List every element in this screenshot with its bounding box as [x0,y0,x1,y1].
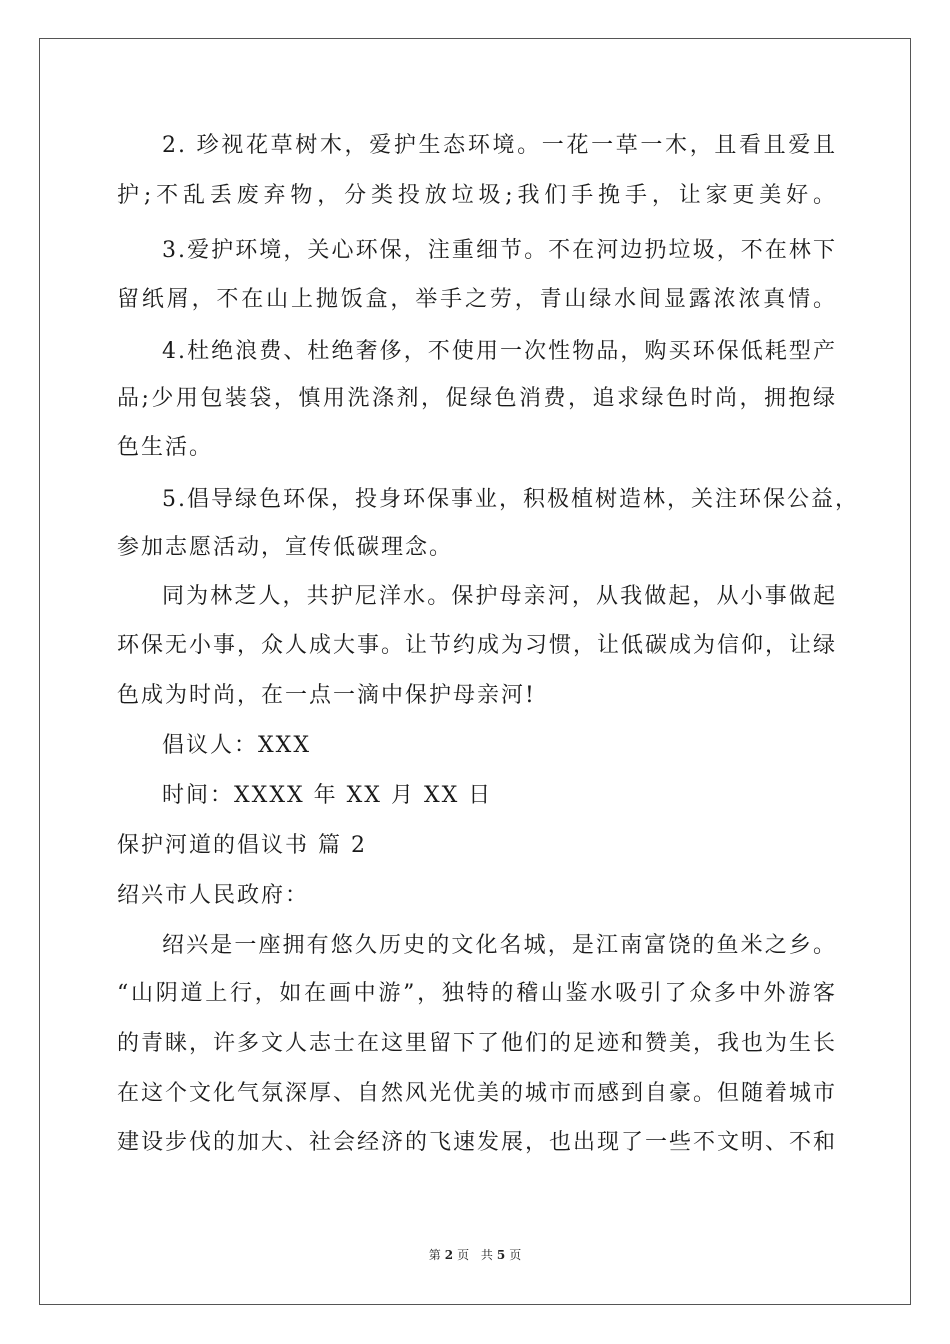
footer-total-suffix: 页 [509,1248,522,1262]
paragraph-line: 色生活。 [117,435,214,460]
paragraph-line: “山阴道上行，如在画中游”，独特的稽山鉴水吸引了众多中外游客 [117,981,837,1006]
page-footer [0,1246,950,1263]
paragraph-line: 同为林芝人，共护尼洋水。保护母亲河，从我做起，从小事做起 [162,584,837,609]
paragraph-line: 在这个文化气氛深厚、自然风光优美的城市而感到自豪。但随着城市 [117,1081,838,1106]
page-number-total [479,1248,523,1262]
signatory-line: 倡议人：XXX [162,733,311,758]
paragraph-line: 色成为时尚，在一点一滴中保护母亲河! [117,683,536,708]
footer-total-prefix: 共 [480,1248,493,1262]
section-heading: 保护河道的倡议书 篇 2 [117,833,367,858]
paragraph-line: 绍兴是一座拥有悠久历史的文化名城，是江南富饶的鱼米之乡。 [162,933,837,958]
page-number-current [427,1248,471,1262]
paragraph-line: 建设步伐的加大、社会经济的飞速发展，也出现了一些不文明、不和 [117,1130,838,1155]
paragraph-line: 参加志愿活动，宣传低碳理念。 [117,535,454,560]
salutation-line: 绍兴市人民政府： [117,883,310,908]
current-page-number: 2 [444,1248,454,1262]
paragraph-line: 2. 珍视花草树木，爱护生态环境。一花一草一木，且看且爱且 [162,133,837,158]
paragraph-line: 留纸屑，不在山上抛饭盒，举手之劳，青山绿水间显露浓浓真情。 [117,287,837,312]
footer-prefix: 第 [428,1248,441,1262]
total-pages-number: 5 [496,1248,506,1262]
paragraph-line: 品;少用包装袋，慎用洗涤剂，促绿色消费，追求绿色时尚，拥抱绿 [117,386,837,411]
paragraph-line: 环保无小事，众人成大事。让节约成为习惯，让低碳成为信仰，让绿 [117,633,838,658]
date-line: 时间：XXXX 年 XX 月 XX 日 [162,783,493,808]
paragraph-line: 护;不乱丢废弃物，分类投放垃圾;我们手挽手，让家更美好。 [117,183,837,208]
paragraph-line: 4.杜绝浪费、杜绝奢侈，不使用一次性物品，购买环保低耗型产 [162,339,837,364]
page-border [39,38,911,1305]
paragraph-line: 5.倡导绿色环保，投身环保事业，积极植树造林，关注环保公益， [162,487,859,512]
footer-page-suffix: 页 [457,1248,470,1262]
paragraph-line: 3.爱护环境，关心环保，注重细节。不在河边扔垃圾，不在林下 [162,238,837,263]
paragraph-line: 的青睐，许多文人志士在这里留下了他们的足迹和赞美，我也为生长 [117,1031,838,1056]
